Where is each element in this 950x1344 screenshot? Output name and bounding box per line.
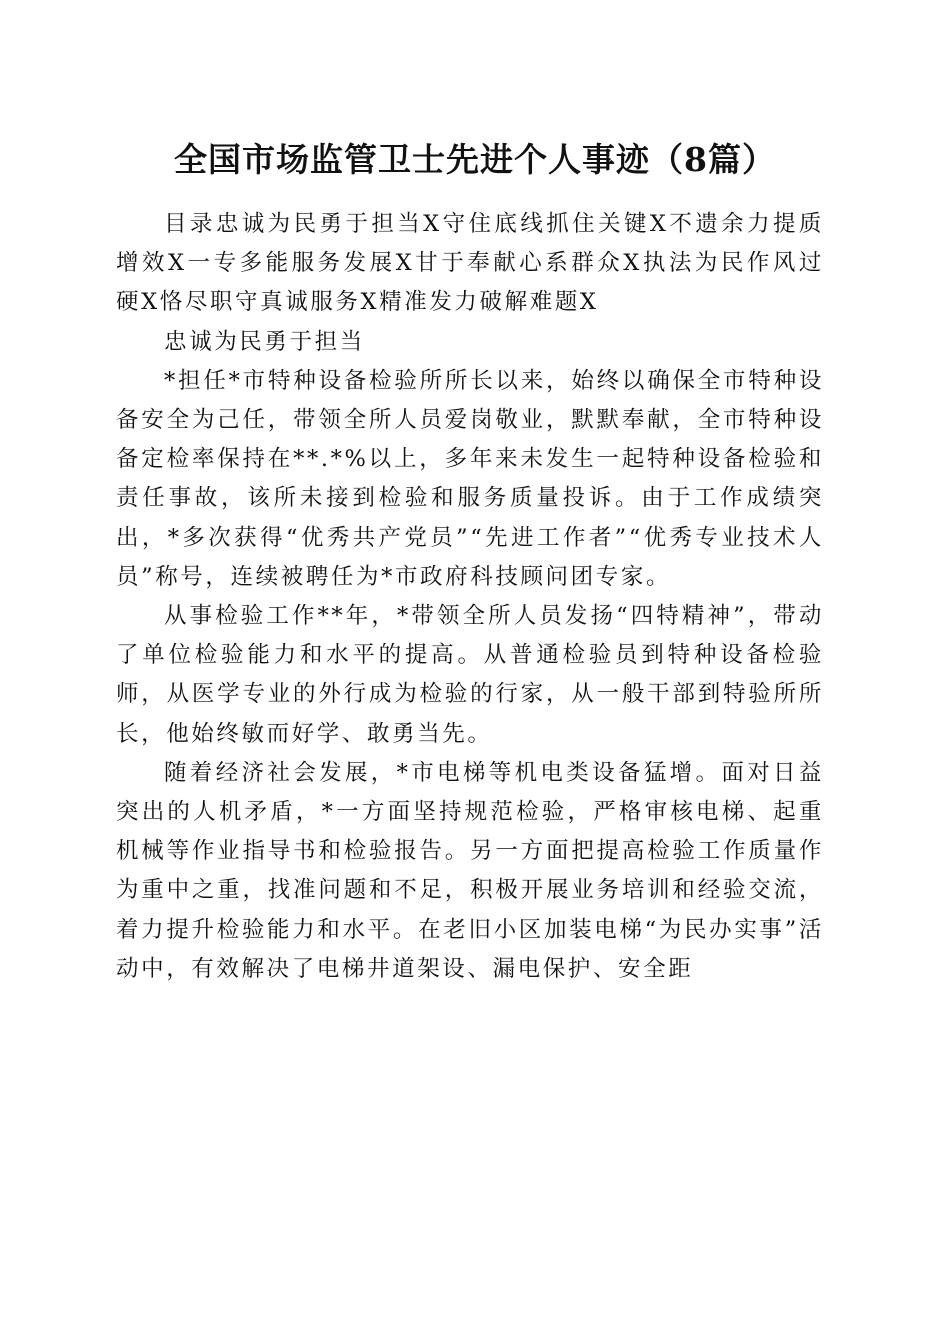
paragraph-2: 从事检验工作**年，*带领全所人员发扬“四特精神”，带动了单位检验能力和水平的提高。从普通检验员到特种设备检验师，从医学专业的外行成为检验的行家，从一般干部到特验所所长，他始终敏而好学、敢勇当先。 xyxy=(116,603,824,747)
paragraph-3: 随着经济社会发展，*市电梯等机电类设备猛增。面对日益突出的人机矛盾，*一方面坚持规范检验，严格审核电梯、起重机械等作业指导书和检验报告。另一方面把提高检验工作质量作为重中之重，找准问题和不足，积极开展业务培训和经验交流，着力提升检验能力和水平。在老旧小区加装电梯“为民办实事”活动中，有效解决了电梯井道架设、漏电保护、安全距 xyxy=(116,759,824,982)
table-of-contents: 目录忠诚为民勇于担当X守住底线抓住关键X不遗余力提质增效X一专多能服务发展X甘于奉献心系群众X执法为民作风过硬X恪尽职守真诚服务X精准发力破解难题X xyxy=(116,211,824,316)
document-body xyxy=(116,205,824,989)
paragraph-1: *担任*市特种设备检验所所长以来，始终以确保全市特种设备安全为己任，带领全所人员爱岗敬业，默默奉献，全市特种设备定检率保持在**.*%以上，多年来未发生一起特种设备检验和责任事故，该所未接到检验和服务质量投诉。由于工作成绩突出，*多次获得“优秀共产党员”“先进工作者”“优秀专业技术人员”称号，连续被聘任为*市政府科技顾问团专家。 xyxy=(116,367,824,590)
section-heading: 忠诚为民勇于担当 xyxy=(164,328,365,355)
document-title: 全国市场监管卫士先进个人事迹（8篇） xyxy=(174,140,776,179)
